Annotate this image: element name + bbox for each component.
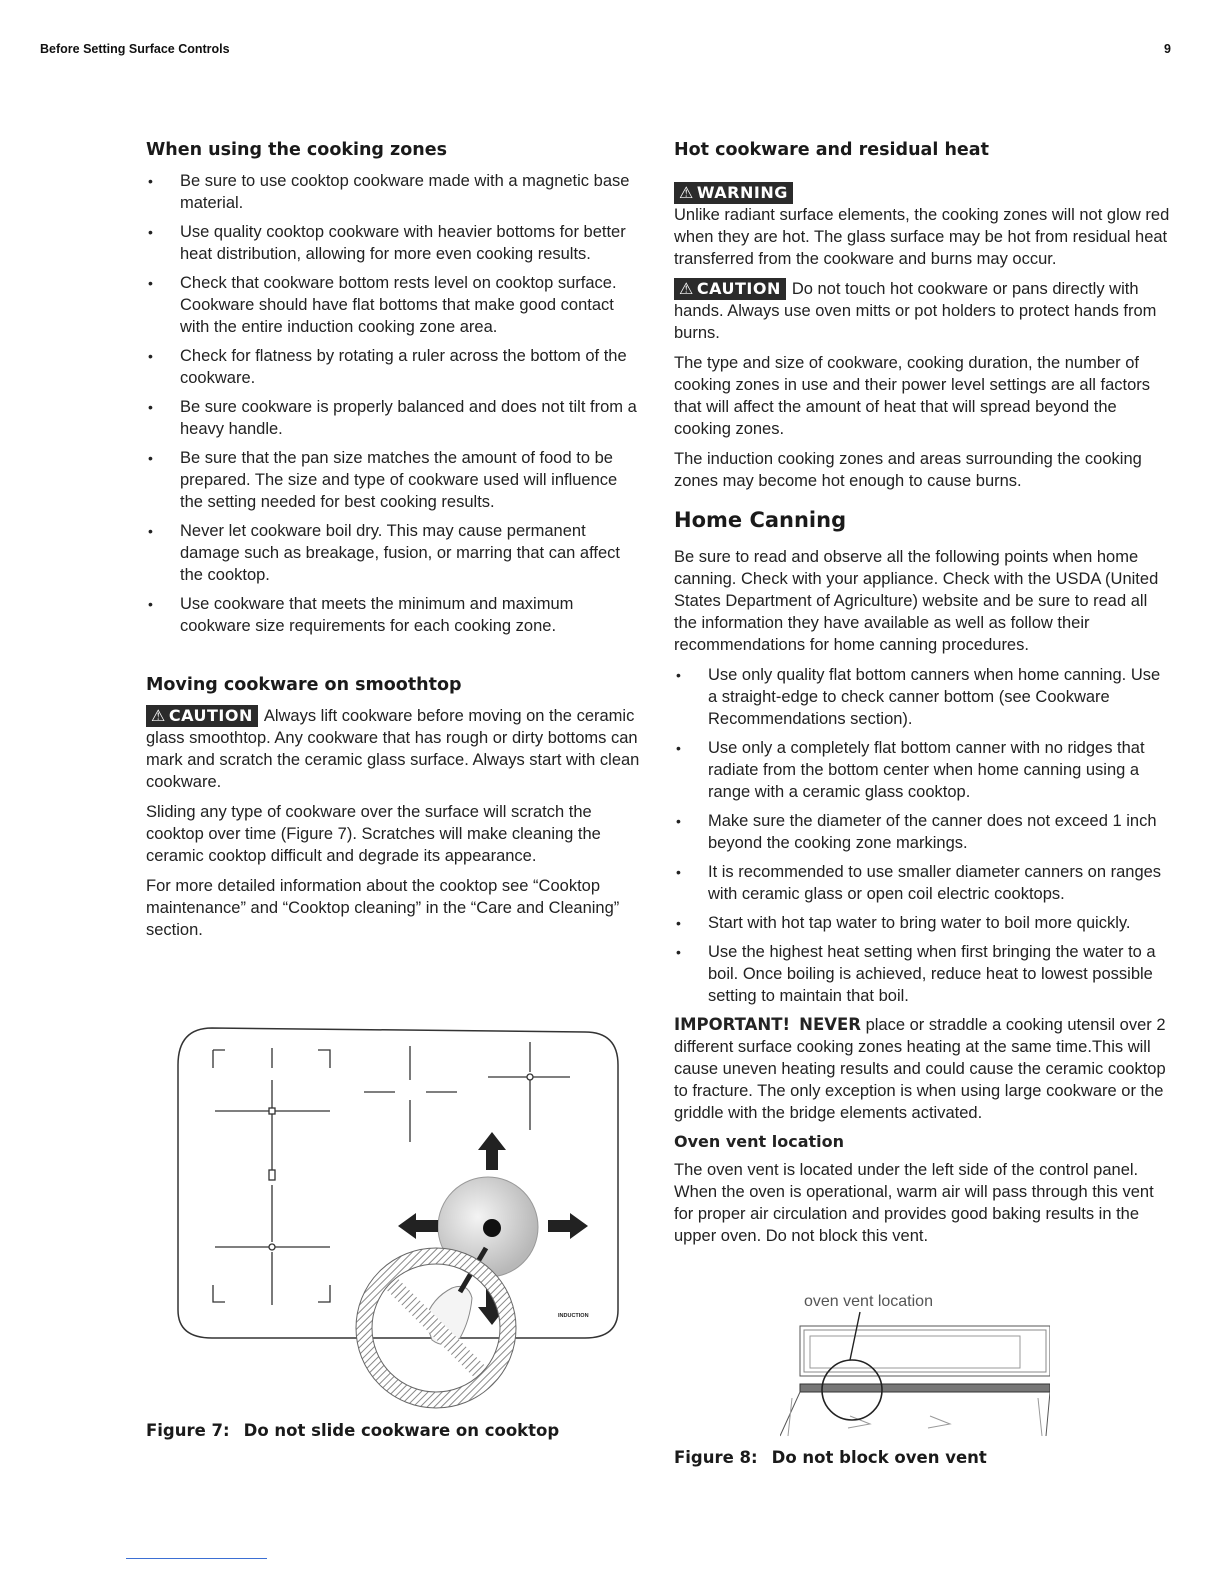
canning-intro: Be sure to read and observe all the following points when home canning. Check with your appliance. Check with the USDA (United States Department of Agriculture) website and be sure to read all the information they have available as well as follow their recommendations for home canning procedures. xyxy=(674,548,1159,654)
list-item: • It is recommended to use smaller diameter canners on ranges with ceramic glass or open coil electric cooktops. xyxy=(674,861,1172,905)
list-item: • Be sure to use cooktop cookware made with a magnetic base material. xyxy=(146,170,644,214)
list-item: • Use the highest heat setting when first bringing the water to a boil. Once boiling is achieved, reduce heat to lowest possible setting to maintain that boil. xyxy=(674,941,1172,1007)
cooking-zones-heading: When using the cooking zones xyxy=(146,140,448,160)
list-item: • Use quality cooktop cookware with heavier bottoms for better heat distribution, allowing for more even cooking results. xyxy=(146,221,644,265)
warning-text: Unlike radiant surface elements, the cooking zones will not glow red when they are hot. The glass surface may be hot from residual heat transferred from the cookware and burns may occur. xyxy=(674,206,1170,268)
hot-cookware-heading: Hot cookware and residual heat xyxy=(674,140,989,160)
figure-8-caption: Figure 8: Do not block oven vent xyxy=(674,1448,987,1467)
oven-vent-location-label: oven vent location xyxy=(804,1293,933,1310)
list-item: • Check that cookware bottom rests level on cooktop surface. Cookware should have flat bottoms that make good contact with the entire induction cooking zone area. xyxy=(146,272,644,338)
moving-cookware-heading: Moving cookware on smoothtop xyxy=(146,675,462,695)
list-item: • Use only a completely flat bottom canner with no ridges that radiate from the bottom center when home canning using a range with a ceramic glass cooktop. xyxy=(674,737,1172,803)
list-item: • Use cookware that meets the minimum and maximum cookware size requirements for each cooking zone. xyxy=(146,593,644,637)
induction-badge: INDUCTION xyxy=(558,1313,589,1319)
moving-caution-paragraph: ⚠ CAUTION Always lift cookware before moving on the ceramic glass smoothtop. Any cookware that has rough or dirty bottoms can mark and scratch the ceramic glass surface. Always start with clean cookware. xyxy=(146,706,640,791)
list-item: • Start with hot tap water to bring water to boil more quickly. xyxy=(674,912,1172,934)
warning-triangle-icon: ⚠ xyxy=(151,706,166,725)
oven-vent-heading: Oven vent location xyxy=(674,1132,845,1151)
hot-caution-paragraph: ⚠ CAUTION Do not touch hot cookware or pans directly with hands. Always use oven mitts or pot holders to protect hands from burns. xyxy=(674,279,1157,342)
figure-8-illustration xyxy=(780,1286,1050,1442)
oven-vent-text: The oven vent is located under the left side of the control panel. When the oven is operational, warm air will pass through this vent for proper air circulation and provides good baking results in the upper oven. Do not block this vent. xyxy=(674,1161,1154,1245)
warning-triangle-icon: ⚠ xyxy=(679,279,694,298)
hot-paragraph-2: The induction cooking zones and areas surrounding the cooking zones may become hot enough to cause burns. xyxy=(674,450,1142,490)
list-item: • Never let cookware boil dry. This may cause permanent damage such as breakage, fusion, or marring that can affect the cooktop. xyxy=(146,520,644,586)
important-paragraph: IMPORTANT! NEVER place or straddle a cooking utensil over 2 different surface cooking zones heating at the same time.This will cause uneven heating results and could cause the ceramic cooktop to fracture. The only exception is when using large cookware or the griddle with the bridge elements activated. xyxy=(674,1015,1166,1122)
moving-paragraph-2: For more detailed information about the cooktop see “Cooktop maintenance” and “Cooktop cleaning” in the “Care and Cleaning” section. xyxy=(146,877,620,939)
moving-paragraph-1: Sliding any type of cookware over the surface will scratch the cooktop over time (Figure 7). Scratches will make cleaning the ceramic cooktop difficult and degrade its appearance. xyxy=(146,803,601,865)
page-number: 9 xyxy=(1164,42,1171,56)
warning-triangle-icon: ⚠ xyxy=(679,183,694,202)
list-item: • Check for flatness by rotating a ruler across the bottom of the cookware. xyxy=(146,345,644,389)
hot-paragraph-1: The type and size of cookware, cooking duration, the number of cooking zones in use and their power level settings are all factors that will affect the amount of heat that will spread beyond the cooking zones. xyxy=(674,354,1151,438)
figure-7-illustration xyxy=(170,1020,630,1412)
right-column xyxy=(674,140,1172,1255)
cooking-zones-list xyxy=(146,170,644,637)
warning-badge: ⚠ WARNING xyxy=(674,182,793,204)
caution-badge: ⚠ CAUTION xyxy=(674,278,786,300)
list-item: • Use only quality flat bottom canners when home canning. Use a straight-edge to check canner bottom (see Cookware Recommendations section). xyxy=(674,664,1172,730)
list-item: • Be sure cookware is properly balanced and does not tilt from a heavy handle. xyxy=(146,396,644,440)
left-column xyxy=(146,140,644,949)
canning-list xyxy=(674,664,1172,1007)
running-header: Before Setting Surface Controls xyxy=(40,42,230,56)
list-item: • Make sure the diameter of the canner does not exceed 1 inch beyond the cooking zone markings. xyxy=(674,810,1172,854)
list-item: • Be sure that the pan size matches the amount of food to be prepared. The size and type of cookware used will influence the setting needed for best cooking results. xyxy=(146,447,644,513)
home-canning-heading: Home Canning xyxy=(674,508,847,532)
footer-rule xyxy=(126,1558,267,1559)
warning-block xyxy=(674,170,1172,270)
caution-badge: ⚠ CAUTION xyxy=(146,705,258,727)
figure-7-caption: Figure 7: Do not slide cookware on cooktop xyxy=(146,1421,560,1440)
